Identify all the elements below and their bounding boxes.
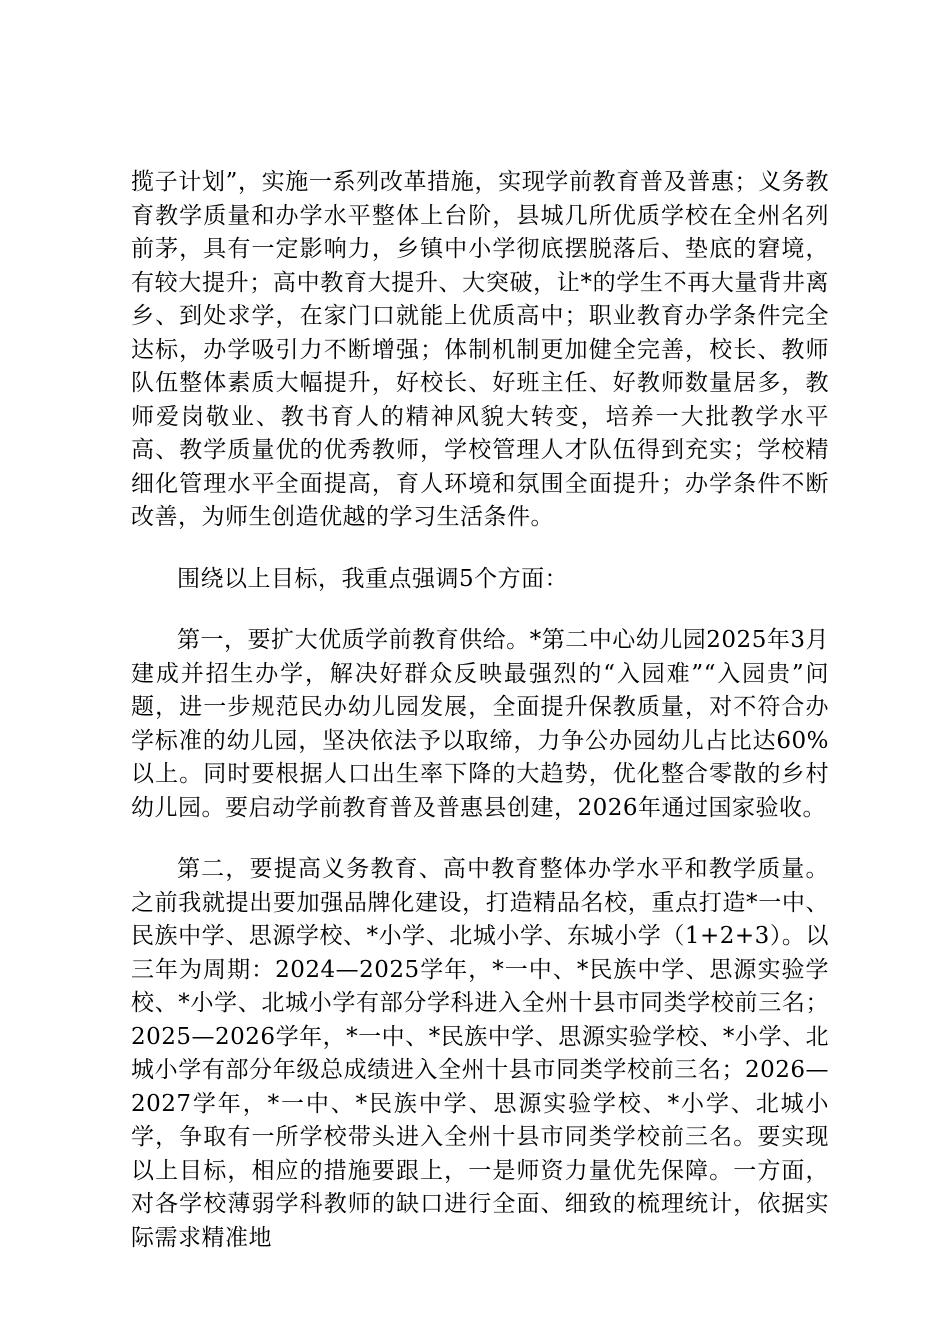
paragraph-first-point: 第一，要扩大优质学前教育供给。*第二中心幼儿园2025年3月建成并招生办学，解决好群众反映最强烈的“入园难”“入园贵”问题，进一步规范民办幼儿园发展，全面提升保教质量，对不符合办学标准的幼儿园，坚决依法予以取缔，力争公办园幼儿占比达60%以上。同时要根据人口出生率下降的大趋势，优化整合零散的乡村幼儿园。要启动学前教育普及普惠县创建，2026年通过国家验收。 [131,627,829,821]
paragraph-gap [131,825,829,853]
paragraph-intro: 围绕以上目标，我重点强调5个方面： [177,565,569,592]
paragraph-continuation: 揽子计划”，实施一系列改革措施，实现学前教育普及普惠；义务教育教学质量和办学水平整体上台阶，县城几所优质学校在全州名列前茅，具有一定影响力，乡镇中小学彻底摆脱落后、垫底的窘境，有较大提升；高中教育大提升、大突破，让*的学生不再大量背井离乡、到处求学，在家门口就能上优质高中；职业教育办学条件完全达标，办学吸引力不断增强；体制机制更加健全完善，校长、教师队伍整体素质大幅提升，好校长、好班主任、好教师数量居多，教师爱岗敬业、教书育人的精神风貌大转变，培养一大批教学水平高、教学质量优的优秀教师，学校管理人才队伍得到充实；学校精细化管理水平全面提高，育人环境和氛围全面提升；办学条件不断改善，为师生创造优越的学习生活条件。 [131,169,829,530]
paragraph-gap [131,535,829,563]
paragraph-gap [131,596,829,624]
document-body [131,166,829,1255]
paragraph-second-point: 第二，要提高义务教育、高中教育整体办学水平和教学质量。之前我就提出要加强品牌化建设，打造精品名校，重点打造*一中、民族中学、思源学校、*小学、北城小学、东城小学（1+2+3）。以三年为周期：2024—2025学年，*一中、*民族中学、思源实验学校、*小学、北城小学有部分学科进入全州十县市同类学校前三名；2025—2026学年，*一中、*民族中学、思源实验学校、*小学、北城小学有部分年级总成绩进入全州十县市同类学校前三名；2026—2027学年，*一中、*民族中学、思源实验学校、*小学、北城小学，争取有一所学校带头进入全州十县市同类学校前三名。要实现以上目标，相应的措施要跟上，一是师资力量优先保障。一方面，对各学校薄弱学科教师的缺口进行全面、细致的梳理统计，依据实际需求精准地 [131,856,829,1251]
